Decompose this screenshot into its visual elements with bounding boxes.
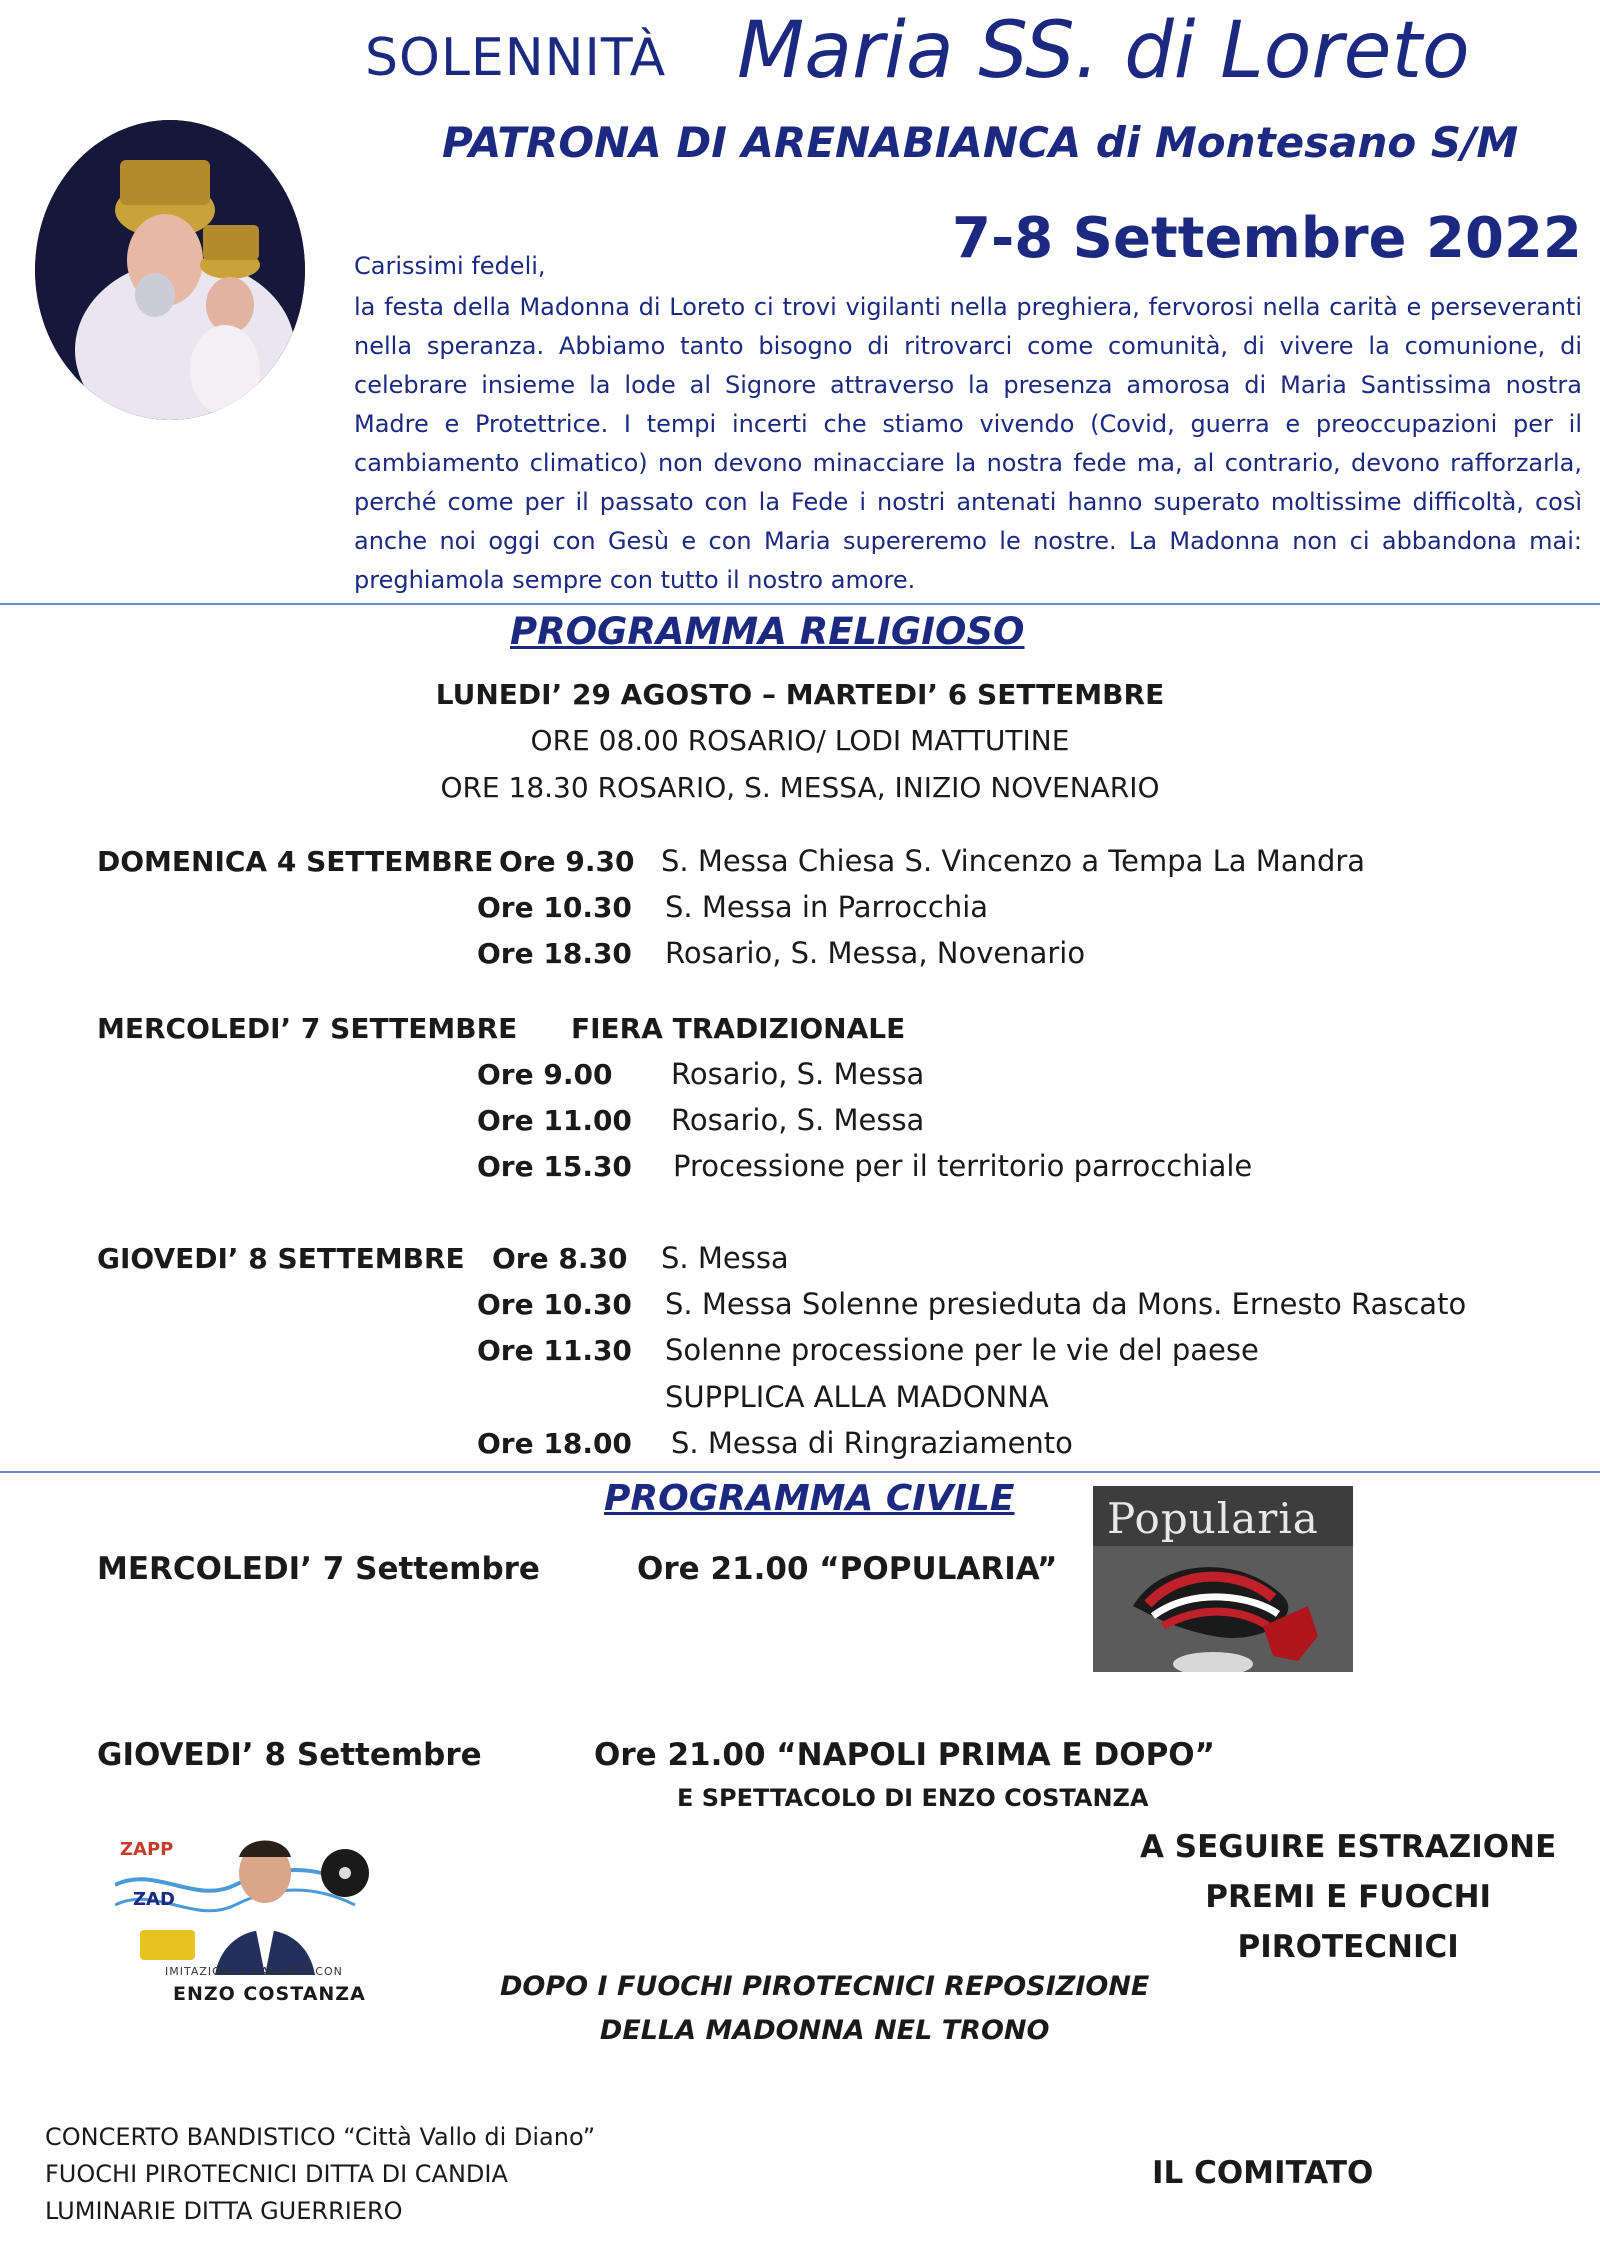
schedule-activity: S. Messa <box>661 1241 789 1275</box>
after-line-3: PIROTECNICI <box>1237 1929 1459 1965</box>
letter-body: la festa della Madonna di Loreto ci trovi vigilanti nella preghiera, fervorosi nella carità e perseveranti nella speranza. Abbiamo tanto bisogno di ritrovarci come comunità, di vivere la comunione, di celebrare insieme la lode al Signore attraverso la presenza amorosa di Maria Santissima nostra Madre e Protettrice. I tempi incerti che stiamo vivendo (Covid, guerra e preoccupazioni per il cambiamento climatico) non devono minacciare la nostra fede ma, al contrario, devono rafforzarla, perché come per il passato con la Fede i nostri antenati hanno superato moltissime difficoltà, così anche noi oggi con Gesù e con Maria supereremo le nostre. La Madonna non ci abbandona mai: preghiamola sempre con tutto il nostro amore. <box>354 293 1582 594</box>
novena-date-range: LUNEDI’ 29 AGOSTO – MARTEDI’ 6 SETTEMBRE <box>435 678 1165 711</box>
popularia-logo: Popularia <box>1107 1494 1319 1543</box>
footer-line: CONCERTO BANDISTICO “Città Vallo di Diano” <box>45 2123 596 2151</box>
schedule-time: Ore 9.30 <box>499 845 635 878</box>
religious-program-title: PROGRAMMA RELIGIOSO <box>510 610 1025 653</box>
schedule-time: Ore 9.00 <box>477 1058 613 1091</box>
after-line-2: PREMI E FUOCHI <box>1205 1879 1492 1915</box>
schedule-activity: Rosario, S. Messa, Novenario <box>665 936 1086 970</box>
civil-event-subtitle: E SPETTACOLO DI ENZO COSTANZA <box>677 1784 1149 1812</box>
reposition-note <box>500 1965 1149 2053</box>
day-domenica: DOMENICA 4 SETTEMBRE <box>97 845 494 878</box>
divider <box>0 603 1600 605</box>
schedule-activity: S. Messa Solenne presieduta da Mons. Ernesto Rascato <box>665 1287 1467 1321</box>
enzo-costanza-image <box>115 1825 405 2013</box>
civil-program-title: PROGRAMMA CIVILE <box>604 1478 1015 1519</box>
schedule-time: Ore 8.30 <box>492 1242 628 1275</box>
schedule-activity: SUPPLICA ALLA MADONNA <box>665 1380 1049 1414</box>
schedule-activity: Processione per il territorio parrocchiale <box>673 1149 1253 1183</box>
schedule-time: Ore 15.30 <box>477 1150 632 1183</box>
fiera-note: FIERA TRADIZIONALE <box>571 1012 906 1045</box>
schedule-time: Ore 10.30 <box>477 891 632 924</box>
schedule-activity: S. Messa di Ringraziamento <box>671 1426 1073 1460</box>
schedule-time: Ore 11.00 <box>477 1104 632 1137</box>
novena-line-2: ORE 18.30 ROSARIO, S. MESSA, INIZIO NOVENARIO <box>440 771 1160 804</box>
svg-text:ZAD: ZAD <box>133 1889 175 1910</box>
signature: IL COMITATO <box>1152 2155 1374 2191</box>
schedule-activity: Rosario, S. Messa <box>671 1057 925 1091</box>
madonna-image <box>35 120 305 420</box>
schedule-activity: Rosario, S. Messa <box>671 1103 925 1137</box>
event-date: 7-8 Settembre 2022 <box>952 206 1582 271</box>
letter-salutation: Carissimi fedeli, <box>354 252 546 280</box>
footer-line: LUMINARIE DITTA GUERRIERO <box>45 2197 403 2225</box>
dopo-line-2: DELLA MADONNA NEL TRONO <box>599 2015 1050 2046</box>
civil-event-napoli: Ore 21.00 “NAPOLI PRIMA E DOPO” <box>594 1737 1216 1773</box>
svg-text:ZAPP: ZAPP <box>120 1839 174 1860</box>
after-show-note <box>1140 1822 1556 1972</box>
schedule-time: Ore 11.30 <box>477 1334 632 1367</box>
popularia-image <box>1093 1486 1353 1672</box>
schedule-activity: S. Messa in Parrocchia <box>665 890 989 924</box>
divider <box>0 1471 1600 1473</box>
civil-event-popularia: Ore 21.00 “POPULARIA” <box>637 1551 1058 1587</box>
enzo-caption: IMITAZIONI E CABARET CON <box>165 1965 343 1978</box>
footer-line: FUOCHI PIROTECNICI DITTA DI CANDIA <box>45 2160 508 2188</box>
day-mercoledi: MERCOLEDI’ 7 SETTEMBRE <box>97 1012 518 1045</box>
page-subtitle: PATRONA DI ARENABIANCA di Montesano S/M <box>442 118 1519 167</box>
civil-day-mercoledi: MERCOLEDI’ 7 Settembre <box>97 1551 540 1587</box>
civil-day-giovedi: GIOVEDI’ 8 Settembre <box>97 1737 482 1773</box>
schedule-time: Ore 18.00 <box>477 1427 632 1460</box>
schedule-activity: S. Messa Chiesa S. Vincenzo a Tempa La Mandra <box>661 844 1366 878</box>
schedule-activity: Solenne processione per le vie del paese <box>665 1333 1259 1367</box>
novena-line-1: ORE 08.00 ROSARIO/ LODI MATTUTINE <box>530 724 1070 757</box>
day-giovedi: GIOVEDI’ 8 SETTEMBRE <box>97 1242 465 1275</box>
schedule-time: Ore 10.30 <box>477 1288 632 1321</box>
after-line-1: A SEGUIRE ESTRAZIONE <box>1140 1829 1557 1865</box>
schedule-time: Ore 18.30 <box>477 937 632 970</box>
page-title: Maria SS. di Loreto <box>737 6 1470 96</box>
dopo-line-1: DOPO I FUOCHI PIROTECNICI REPOSIZIONE <box>500 1971 1150 2002</box>
title-prefix: SOLENNITÀ <box>365 28 667 88</box>
enzo-name: ENZO COSTANZA <box>173 1983 366 2005</box>
